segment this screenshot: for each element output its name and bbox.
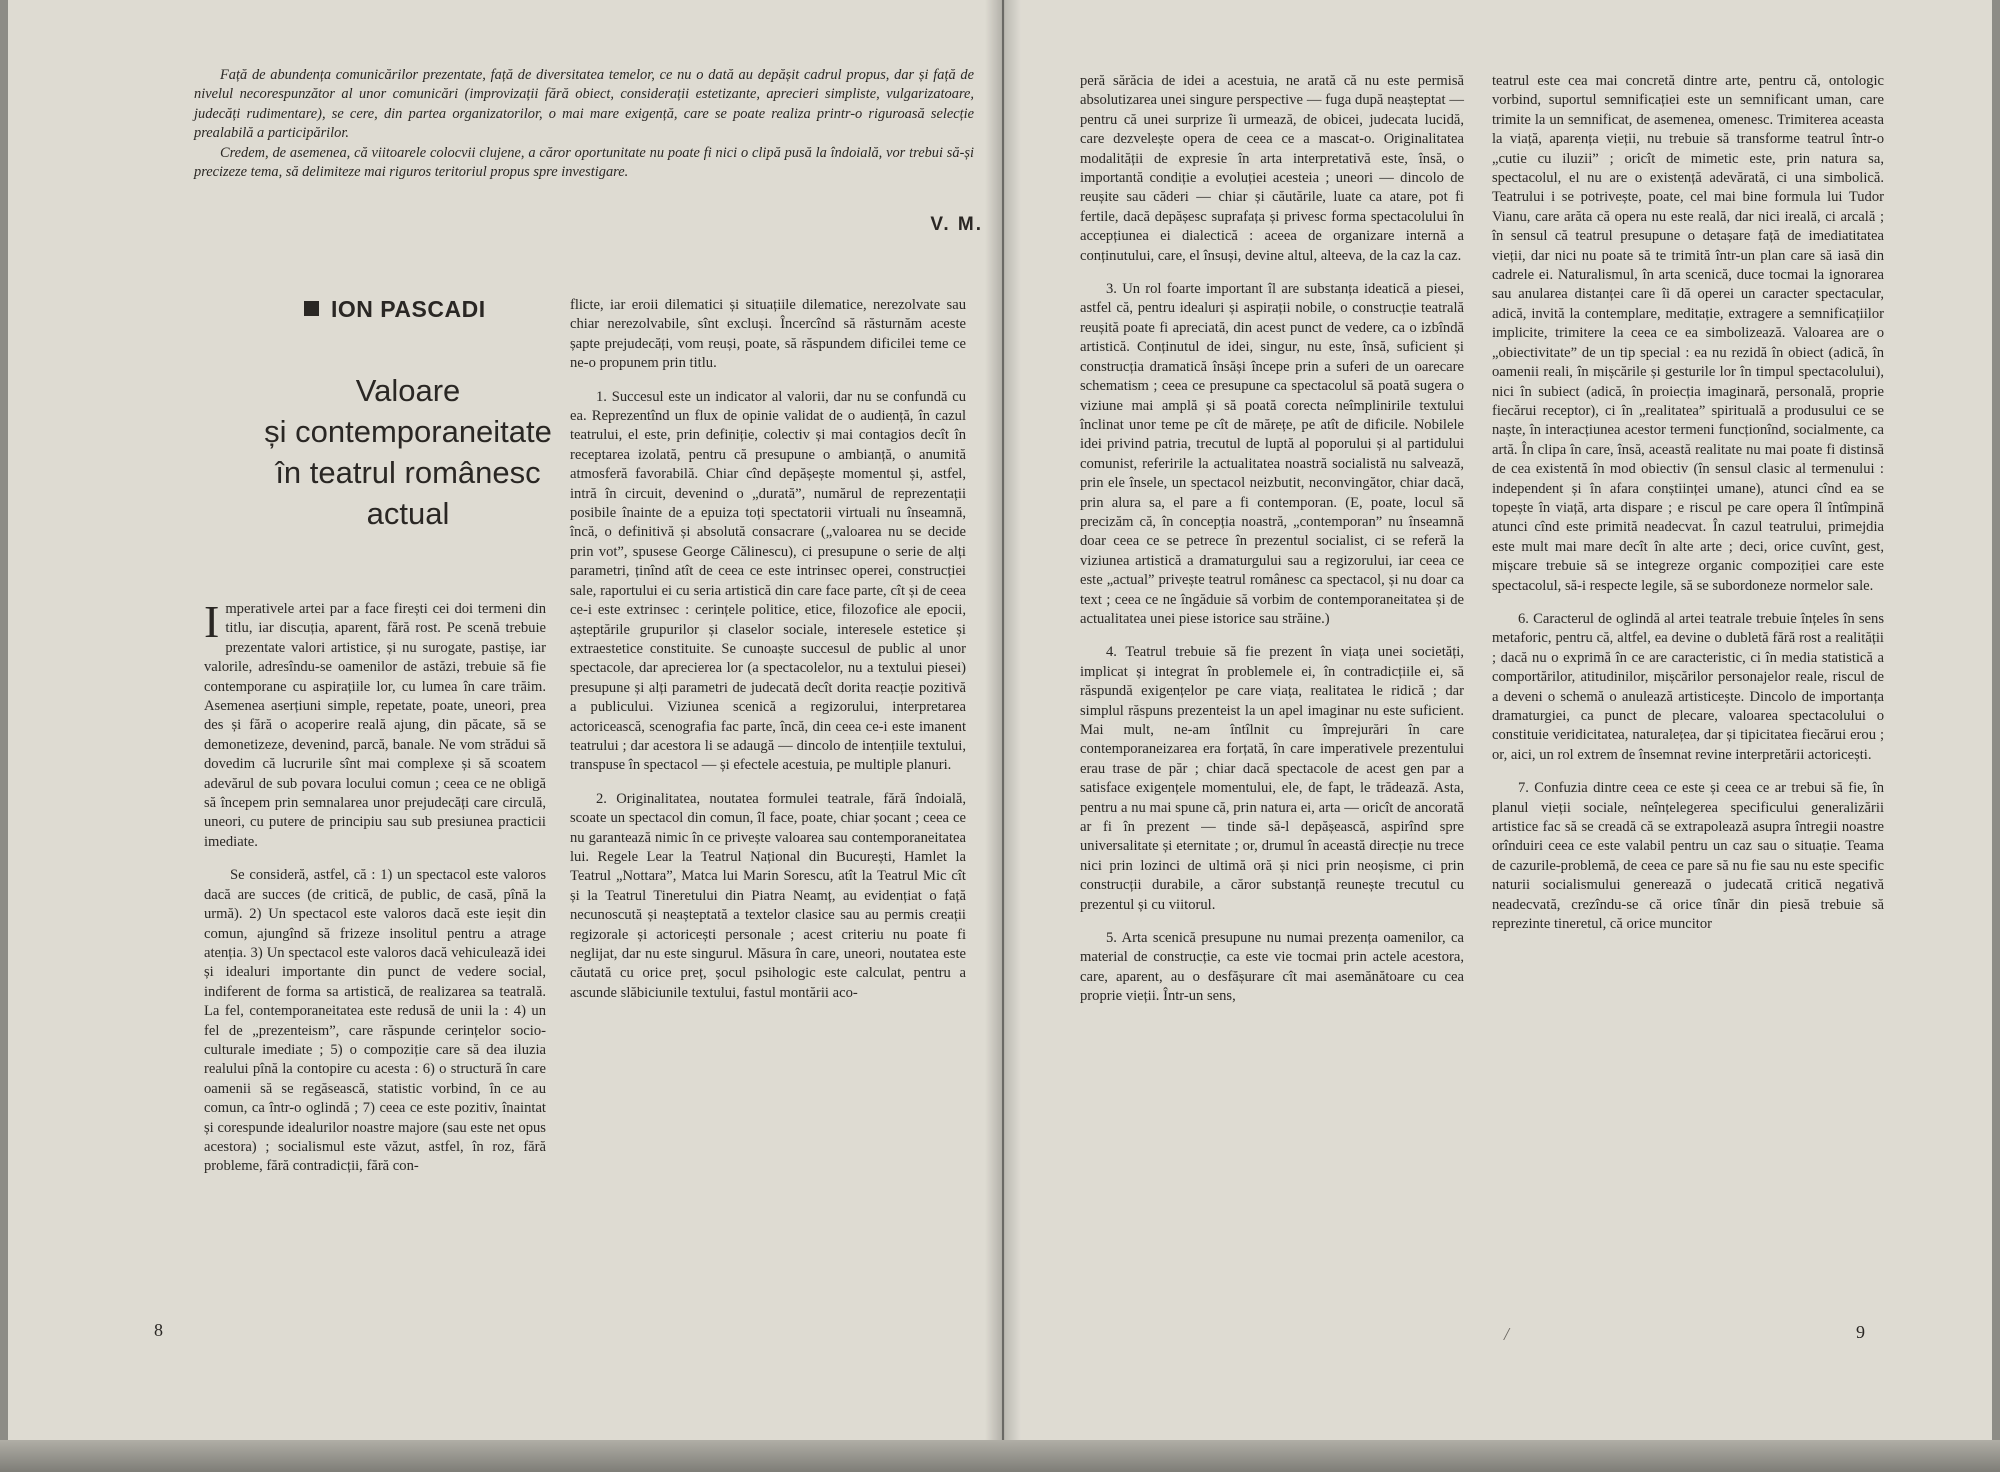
book-gutter [985,0,1021,1440]
article-title [248,370,568,534]
body-paragraph: Se consideră, astfel, că : 1) un spectacol este valoros dacă are succes (de critică, de public, de casă, pînă la urmă). 2) Un spectacol este valoros dacă este ieșit din comun, ajungînd să frizeze insolitul pentru a atrage atenția. 3) Un spectacol este valoros dacă vehiculează idei și idealuri importante din punct de vedere social, indiferent de forma sa artistică, de realizarea sa teatrală. La fel, contemporaneitatea este redusă de unii la : 4) un fel de „prezenteism”, care răspunde cerințelor socio-culturale imediate ; 5) o compoziție care să dea iluzia realului pînă la contopire cu acesta : 6) o structură în care oamenii să se regăsească, statistic vorbind, în ce au comun, ca într-o oglindă ; 7) ceea ce este pozitiv, înaintat și corespunde idealurilor noastre majore (sau este net opus acestora) ; socialismul este văzut, astfel, în roz, fără probleme, fără contradicții, fără con- [204,867,546,1175]
body-paragraph: peră sărăcia de idei a acestuia, ne arată că nu este permisă absolutizarea unei singure perspective — fuga după neașteptat — pentru că unei surprize îi urmează, de obicei, judecata lucidă, care dezvelește opera de ceea ce a mascat-o. Originalitatea modalității de expresie în arta interpretativă este, însă, o importantă condiție a evoluției acesteia ; uneori — dincolo de reușite sau căderi — chiar și căutările, luate ca atare, pot fi fertile, dacă depășesc suprafața și privesc forma spectacolului în accepțiunea ei dialectică : aceea de organizare internă a conținutului, care, el însuși, devine altul, alteeva, de la caz la caz. [1080,73,1464,264]
intro-text [194,66,974,182]
left-column-2 [570,296,966,1017]
title-line: Valoare [355,373,461,408]
body-paragraph: 7. Confuzia dintre ceea ce este și ceea ce ar trebui să fie, în planul vieții sociale, neînțelegerea specificului generalizării artistice fac să se creadă că se extrapolează asupra întregii noastre orînduiri ceea ce este valabil pentru un caz sau o situație. Teama de cazurile-problemă, de ceea ce pare să nu fie sau nu este specific naturii socialismului generează o judecată critică negativă neadecvată, crezîndu-se că orice tînăr din piesă trebuie să reprezinte tineretul, că orice muncitor [1492,780,1884,933]
body-paragraph: 4. Teatrul trebuie să fie prezent în viața unei societăți, implicat și integrat în problemele ei, în contradicțiile ei, să răspundă exigențelor pe care viața, realitatea le ridică ; dar simplul răspuns prezenteist la un apel imaginar nu este suficient. Mai mult, ne-am întîlnit cu împrejurări în care contemporaneizarea era forțată, în care imperativele prezentului erau trase de păr ; chiar dacă spectacole de acest gen par a satisface exigențele momentului, ele, de fapt, le trădează. Asta, pentru a nu mai spune că, prin natura ei, arta — oricît de ancorată ar fi în prezent — tinde să-l depășească, aspirînd spre universalitate și eternitate ; or, drumul în această direcție nu trece nici prin lozinci de ultimă oră și nici prin neoșisme, ci prin construcții durabile, a căror substanță reunește trecutul cu prezentul și cu viitorul. [1080,644,1464,913]
drop-cap: I [204,596,220,647]
body-paragraph: 1. Succesul este un indicator al valorii, dar nu se confundă cu ea. Reprezentînd un flux de opinie validat de o audiență, în cazul teatrului, el este, prin definiție, colectiv și mai contagios decît în receptarea izolată, pentru că presupune o ambianță, o anumită atmosferă favorabilă. Chiar cînd depășește momentul și, astfel, intră în circuit, devenind o „durată”, numărul de reprezentații posibile înainte de a epuiza toți spectatorii virtuali nu înseamnă, încă, o definitivă și absolută consacrare („valoarea nu se decide prin vot”, spusese George Călinescu), ci presupune o serie de alți parametri, ținînd atît de ceea ce este intrinsec operei, construcției sale, raportului ei cu seria artistică din care face parte, cît și de ceea ce-i este extrinsec : cerințele politice, etice, filozofice ale epocii, așteptările grupurilor și claselor sociale, interesele estetice și extraestetice constituite. Se cunoaște succesul de public al unor spectacole, dar aprecierea lor (a spectacolelor, nu a textului piesei) presupune și alți parametri de judecată decît dorita reacție pozitivă a publicului. Viziunea scenică a regizorului, interpretarea actoricească, scenografia fac parte, încă, din ceea ce-i este imanent teatrului ; dar acestora li se adaugă — dincolo de intențiile textului, transpuse în spectacol — și efectele acestuia, pe multiple planuri. [570,388,966,774]
page-number-left: 8 [154,1320,163,1340]
author-label: ION PASCADI [331,296,486,322]
right-column-2 [1492,72,1884,948]
body-paragraph: 3. Un rol foarte important îl are substanța ideatică a piesei, astfel că, pentru idealuri și aspirații nobile, o construcție teatrală reușită poate fi apreciată, din acest punct de vedere, ca o izbîndă artistică. Conținutul de idei, singur, nu este, însă, suficient și construcția dramatică însăși începe prin a suferi de un oarecare schematism ; ceea ce presupune ca spectacolul să poată sugera o viziune mai amplă și să poată corecta neîmplinirile textului înclinat unor teme pe cît de mărețe, pe atît de dificile. Nobilele idei privind patria, trecutul de luptă al poporului și al partidului comunist, referirile la actualitatea noastră socialistă nu salvează, prin ele însele, un spectacol neizbutit, neconvingător, chiar dacă, prin alura sa, el pare a fi contemporan. (E, poate, locul să precizăm că, în concepția noastră, „contemporan” nu înseamnă doar ceea ce se petrece în prezentul socialist, ci se referă la viziunea artistică a dramaturgului sau a regizorului, iar ceea ce este „actual” privește teatrul românesc ca spectacol, și nu doar ca text ; ceea ce ne îngăduie să vorbim de contemporaneitatea și de actualitatea unei piese istorice sau străine.) [1080,281,1464,627]
title-line: actual [366,496,450,531]
left-page [8,0,1002,1440]
title-line: în teatrul românesc [275,455,541,490]
book-edge [0,1440,2000,1472]
title-line: și contemporaneitate [264,414,552,449]
right-column-1 [1080,72,1464,1021]
page-mark: / [1504,1324,1510,1344]
author-name [304,296,564,323]
right-page [1004,0,1992,1440]
body-paragraph: 6. Caracterul de oglindă al artei teatrale trebuie înțeles în sens metaforic, pentru că, altfel, ea devine o dubletă fără rost a realității ; dacă nu o exprimă în ce are caracteristic, ci în media statistică a comportărilor, atitudinilor, mișcărilor personajelor reale, riscul de a deveni o schemă o anulează artisticește. Dincolo de importanța dramaturgiei, ca punct de plecare, valoarea spectacolului o constituie veridicitatea, naturalețea, dar și tipicitatea fiecărui erou ; or, aici, un rol extrem de însemnat revine interpretării actoricești. [1492,610,1884,763]
intro-signature: V. M. [930,214,983,235]
body-paragraph: 2. Originalitatea, noutatea formulei teatrale, fără îndoială, scoate un spectacol din comun, îl face, poate, chiar șocant ; ceea ce nu garantează nimic în ce privește valoarea sau contemporaneitatea lui. Regele Lear la Teatrul Național din București, Hamlet la Teatrul „Nottara”, Matca lui Marin Sorescu, atît la Teatrul Mic cît și la Teatrul Tineretului din Piatra Neamț, au evidențiat o față necunoscută și neașteptată a textelor clasice sau au permis creații regizorale și actoricești personale ; acest criteriu nu poate fi neglijat, dar nu este singurul. Măsura în care, uneori, noutatea este căutată cu orice preț, șocul psihologic este calculat, pentru a ascunde slăbiciunile textului, fastul montării aco- [570,790,966,1001]
page-number-right: 9 [1856,1322,1865,1342]
left-column-1 [204,596,546,1191]
body-paragraph: 5. Arta scenică presupune nu numai prezența oamenilor, ca material de construcție, ca este vie tocmai prin actele acestora, care, aparent, au o desfășurare cît mai asemănătoare cu cea proprie vieții. Într-un sens, [1080,930,1464,1005]
intro-paragraph: Credem, de asemenea, că viitoarele colocvii clujene, a căror oportunitate nu poate fi nici o clipă pusă la îndoială, vor trebui să-și precizeze tema, să delimiteze mai riguros teritoriul propus spre investigare. [194,144,974,181]
body-paragraph [204,596,546,852]
square-bullet-icon [304,301,319,316]
body-paragraph: flicte, iar eroii dilematici și situațiile dilematice, nerezolvate sau chiar nerezolvabile, sînt excluși. Încercînd să răsturnăm aceste șapte prejudecăți, vom reuși, poate, să răspundem dificilei teme ce ne-o propunem prin titlu. [570,297,966,372]
intro-paragraph: Față de abundența comunicărilor prezentate, față de diversitatea temelor, ce nu o dată au depășit cadrul propus, dar și față de nivelul necorespunzător al unor comunicări (improvizații fără obiect, considerații estetizante, aprecieri simpliste, vulgarizatoare, judecăți rudimentare), se cere, din partea organizatorilor, o mai mare exigență, care se poate realiza printr-o riguroasă selecție prealabilă a participărilor. [194,67,974,142]
paragraph-text: mperativele artei par a face firești cei doi termeni din titlu, iar discuția, aparent, fără rost. Pe scenă trebuie prezentate valori artistice, și nu surogate, pastișe, iar valorile, adresîndu-se oamenilor de astăzi, trebuie să fie contemporane cu aspirațiile lor, cu lumea în care trăim. Asemenea aserțiuni simple, repetate, poate, uneori, prea des și fără o acoperire reală ajung, din păcate, să se demonetizeze, devenind, parcă, banale. Ne vom strădui să dovedim că lucrurile sînt mai complexe și să scoatem adevărul de sub povara locului comun ; ceea ce ne obligă să începem prin semnalarea unor prejudecăți care circulă, uneori, cu putere de principiu sau sub presiunea practicii imediate. [204,601,546,850]
body-paragraph: teatrul este cea mai concretă dintre arte, pentru că, ontologic vorbind, suportul semnificației este un semnificant uman, care trimite la un semnificat, de asemenea, omenesc. Trimiterea aceasta la viață, aparența vieții, nu trebuie să transforme teatrul într-o „cutie cu iluzii” ; oricît de mimetic este, prin natura sa, spectacolul, el nu are o existență adevărată, ci una simbolică. Teatrului i se potrivește, poate, cel mai bine formula lui Tudor Vianu, care arăta că opera nu este reală, dar nici ireală, ci arcală ; în sensul că teatrul presupune o detașare față de imediatitatea vieții, dar nici nu poate să te trimită într-un plan care să iasă din cadrele ei. Naturalismul, în arta scenică, duce tocmai la ignorarea sau anularea distanței care îi dă operei un caracter spectacular, adică, invită la contemplare, meditație, extragere a semnificațiilor implicite, trimitere la ceea ce ea simbolizează. Valoarea are o „obiectivitate” de un tip special : ea nu rezidă în obiect (adică, în oamenii reali, în mișcările și gesturile lor în timpul spectacolului), nici în subiect (adică, în proiecția imaginară, personală, proprie fiecărui receptor), ci în „realitatea” spirituală a produsului ce se naște, în interacțiunea acestor termeni funcționînd, socialmente, ca artă. În clipa în care, însă, această realitate nu mai poate fi distinsă de cea existentă în mod obiectiv (în sensul clasic al termenului : independent și în afara conștiinței umane), atunci cînd ea se topește în viață, arta dispare ; e riscul pe care opera îl întîmpină atunci cînd este primită neadecvat. În cazul teatrului, primejdia este mult mai mare decît în alte arte ; deci, orice cuvînt, gest, mișcare trebuie să se integreze organic compoziției care este spectacolul, să-i respecte legile, să se subordoneze normelor sale. [1492,73,1884,594]
